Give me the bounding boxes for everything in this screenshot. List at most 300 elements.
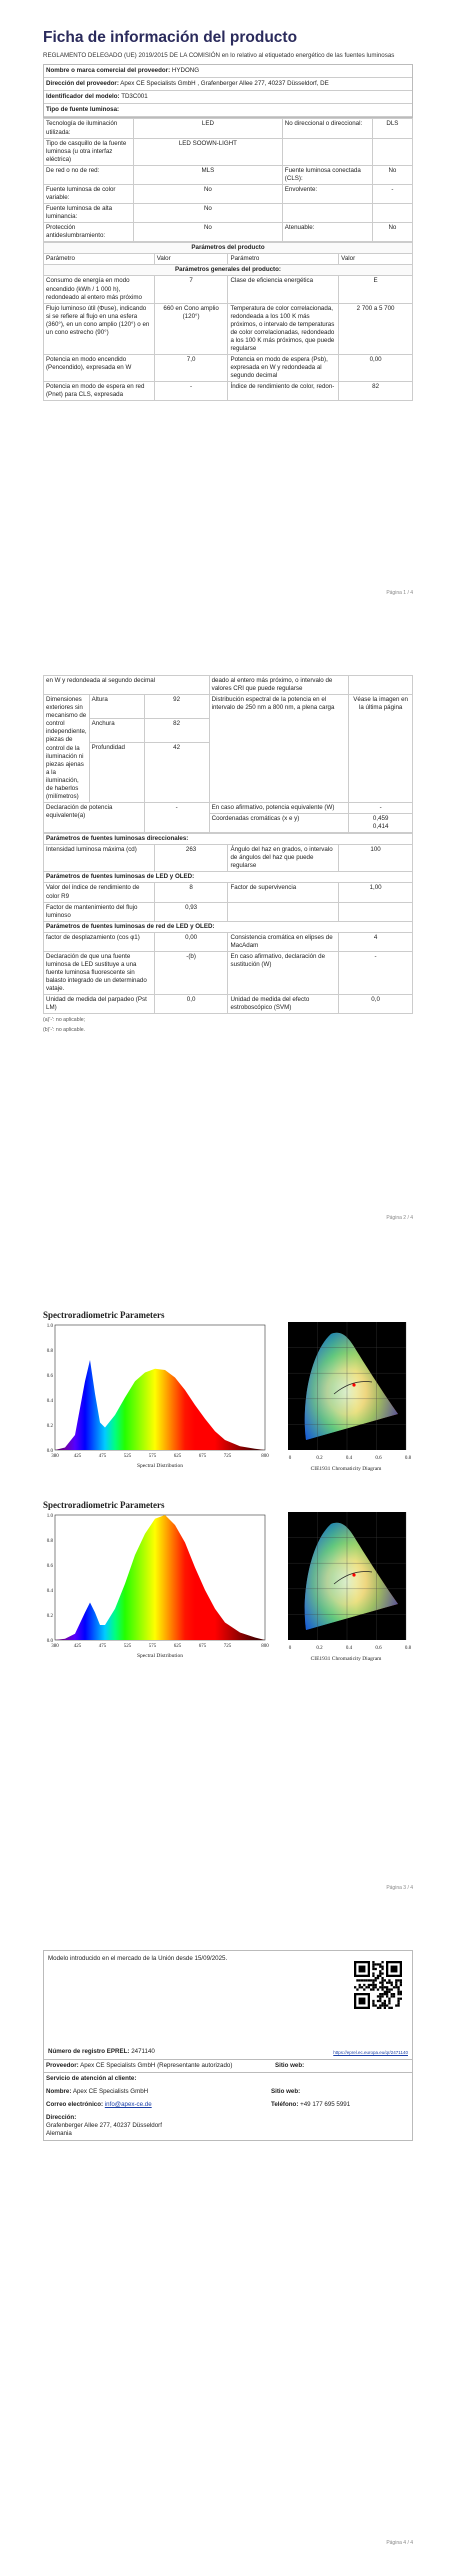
product-params-table: [43, 242, 413, 401]
service-label: Servicio de atención al cliente:: [46, 2075, 137, 2083]
x-tick-label: 380: [51, 1454, 59, 1459]
equiv-value: -: [144, 802, 209, 832]
y-tick-label: 1.0: [46, 1514, 53, 1519]
qr-module: [379, 1993, 381, 1995]
qr-module: [377, 2000, 379, 2002]
eprel-link[interactable]: https://eprel.ec.europa.eu/qr/2471140: [333, 2050, 408, 2056]
dims-name: Altura: [89, 695, 144, 719]
param-value: 0,0: [154, 995, 228, 1014]
x-tick-label: 675: [198, 1454, 207, 1459]
param-name: Flujo luminoso útil (Φuse), indicando si se refiere al flujo en una esfera (360°), en un cono amplio (120°) o en un cono estrecho (90°): [44, 303, 155, 354]
cs-address-label: Dirección:: [46, 2114, 77, 2122]
qr-module: [397, 1979, 399, 1981]
qr-finder-core: [391, 1966, 398, 1973]
param-value: -(b): [154, 951, 228, 994]
qr-module: [368, 1984, 370, 1986]
footnote-b: (b)'-': no aplicable.: [43, 1027, 86, 1034]
light-type-value: [372, 138, 412, 165]
qr-module: [372, 1963, 374, 1965]
x-tick-label: 625: [173, 1454, 182, 1459]
x-tick-label: 675: [198, 1644, 207, 1649]
qr-module: [372, 1982, 374, 1984]
qr-module: [384, 2007, 386, 2009]
qr-module: [379, 1970, 381, 1972]
light-type-value: No: [372, 223, 412, 242]
spectral-label: Distribución espectral de la potencia en el intervalo de 250 nm a 800 nm, a plena carga: [209, 695, 349, 803]
params-continued-table: [43, 675, 413, 833]
param-name: Potencia en modo encendido (Pencendido), expresada en W: [44, 355, 155, 382]
qr-module: [381, 1982, 383, 1984]
qr-module: [356, 1979, 358, 1981]
qr-finder-core: [359, 1998, 366, 2005]
cie-x-tick-label: 0.8: [404, 1646, 411, 1651]
light-type-param: De red o no de red:: [44, 165, 134, 184]
qr-module: [381, 2004, 383, 2006]
qr-module: [368, 1979, 370, 1981]
model-label: Identificador del modelo:: [46, 93, 120, 101]
supplier-address-label: Dirección del proveedor:: [46, 80, 119, 88]
param-header-cell: Valor: [154, 254, 228, 265]
param-name: Temperatura de color correlacionada, redondeada a los 100 K más próximos, o intervalo de temperaturas de color correlacionadas, redondeado a los 100 K más próximos, que puede regularse: [228, 303, 339, 354]
param-value: 660 en Cono amplio (120°): [154, 303, 228, 354]
chromaticity-point: [352, 1383, 355, 1386]
cie-chromaticity-chart: [286, 1322, 411, 1482]
param-continued: deado al entero más próximo, o intervalo de valores CRI que puede regularse: [209, 676, 349, 695]
page-1: [43, 20, 413, 610]
qr-module: [372, 1988, 374, 1990]
y-tick-label: 0.8: [46, 1539, 53, 1544]
param-row: [44, 845, 413, 872]
section-heading: Parámetros de fuentes luminosas de red de LED y OLED:: [44, 921, 413, 932]
param-continued: en W y redondeada al segundo decimal: [44, 676, 210, 695]
x-axis-label: Spectral Distribution: [137, 1463, 183, 1469]
supplier-address: Apex CE Specialists GmbH , Grafenberger Allee 277, 40237 Düsseldorf, DE: [120, 80, 329, 88]
qr-module: [388, 1991, 390, 1993]
cie-x-tick-label: 0.4: [345, 1646, 353, 1651]
footnote-a: (a)'-': no aplicable;: [43, 1017, 86, 1024]
qr-module: [381, 2002, 383, 2004]
param-name: Valor del índice de rendimiento de color R9: [44, 883, 155, 902]
qr-module: [379, 1982, 381, 1984]
qr-module: [393, 1995, 395, 1997]
param-header-cell: Parámetro: [44, 254, 155, 265]
param-header-cell: Parámetro: [228, 254, 339, 265]
qr-module: [386, 1993, 388, 1995]
light-type-param: Fuente luminosa de color variable:: [44, 184, 134, 203]
qr-module: [375, 1968, 377, 1970]
general-param-row: [44, 303, 413, 354]
model-id: TD3C001: [121, 93, 148, 101]
param-value: 2 700 a 5 700: [339, 303, 413, 354]
cie-caption: CIE1931 Chromaticity Diagram: [310, 1466, 382, 1472]
param-value: 0,0: [339, 995, 413, 1014]
qr-module: [379, 1995, 381, 1997]
qr-module: [386, 1982, 388, 1984]
qr-module: [372, 1984, 374, 1986]
qr-module: [395, 1979, 397, 1981]
qr-module: [381, 1988, 383, 1990]
spectral-chart-block: [43, 1310, 413, 1495]
param-name: Clase de eficiencia energética: [228, 276, 339, 303]
qr-module: [391, 1988, 393, 1990]
qr-module: [370, 1984, 372, 1986]
light-type-label: Tipo de fuente luminosa:: [44, 104, 412, 117]
x-tick-label: 525: [123, 1454, 132, 1459]
regulation-text: REGLAMENTO DELEGADO (UE) 2019/2015 DE LA COMISIÓN en lo relativo al etiquetado energético de las fuentes luminosas: [43, 52, 395, 60]
qr-module: [386, 1986, 388, 1988]
general-param-row: [44, 355, 413, 382]
led-params-table: [43, 833, 413, 1014]
param-name: [228, 902, 339, 921]
qr-module: [381, 1977, 383, 1979]
qr-module: [379, 1975, 381, 1977]
qr-module: [379, 1966, 381, 1968]
param-name: Potencia en modo de espera (Psb), expresada en W y redondeada al segundo decimal: [228, 355, 339, 382]
qr-module: [395, 1986, 397, 1988]
qr-module: [377, 1977, 379, 1979]
qr-module: [388, 2000, 390, 2002]
cie-x-tick-label: 0.6: [375, 1646, 382, 1651]
dims-name: Anchura: [89, 719, 144, 743]
qr-module: [359, 1986, 361, 1988]
qr-module: [377, 1988, 379, 1990]
y-tick-label: 0.8: [46, 1349, 53, 1354]
light-type-value: LED: [134, 119, 283, 138]
qr-module: [388, 1979, 390, 1981]
chromaticity-point: [352, 1573, 355, 1576]
market-date: Modelo introducido en el mercado de la Unión desde 15/09/2025.: [48, 1955, 228, 1962]
spectral-distribution-chart: [43, 1322, 278, 1472]
cie-x-tick-label: 0.4: [345, 1456, 353, 1461]
provider-row: [43, 2060, 413, 2073]
param-name: Factor de supervivencia: [228, 883, 339, 902]
qr-module: [400, 1982, 402, 1984]
qr-module: [361, 1986, 363, 1988]
charts-area: [43, 1310, 413, 1685]
light-type-param: Tipo de casquillo de la fuente luminosa (u otra interfaz eléctrica): [44, 138, 134, 165]
param-value: 1,00: [339, 883, 413, 902]
cs-address-line: Grafenberger Allee 277, 40237 Düsseldorf: [46, 2122, 162, 2130]
y-tick-label: 0.2: [46, 1424, 53, 1429]
qr-module: [384, 1993, 386, 1995]
y-tick-label: 0.4: [46, 1589, 53, 1594]
param-name: Consumo de energía en modo encendido (kWh / 1 000 h), redondeado al entero más próximo: [44, 276, 155, 303]
qr-module: [388, 2002, 390, 2004]
light-type-param: Fuente luminosa conectada (CLS):: [282, 165, 372, 184]
qr-module: [365, 1979, 367, 1981]
param-row: [44, 883, 413, 902]
qr-module: [397, 2002, 399, 2004]
qr-module: [388, 1982, 390, 1984]
qr-module: [370, 1979, 372, 1981]
param-row: [44, 902, 413, 921]
qr-module: [363, 1988, 365, 1990]
qr-module: [381, 1966, 383, 1968]
section-heading: Parámetros de fuentes luminosas direccionales:: [44, 834, 413, 845]
qr-module: [375, 1986, 377, 1988]
page-number: Página 1 / 4: [386, 590, 413, 596]
param-name: En caso afirmativo, declaración de sustitución (W): [228, 951, 339, 994]
chart-title: Spectroradiometric Parameters: [43, 1500, 165, 1510]
qr-module: [400, 1984, 402, 1986]
qr-module: [379, 1963, 381, 1965]
cie-caption: CIE1931 Chromaticity Diagram: [310, 1656, 382, 1662]
param-value: 4: [339, 932, 413, 951]
equiv-r-value: -: [349, 802, 413, 813]
dims-value: 42: [144, 742, 209, 802]
qr-module: [381, 1986, 383, 1988]
param-value: 7,0: [154, 355, 228, 382]
param-value: 82: [339, 382, 413, 401]
qr-module: [363, 1979, 365, 1981]
qr-module: [372, 1975, 374, 1977]
y-tick-label: 0.0: [46, 1449, 53, 1454]
light-type-value: MLS: [134, 165, 283, 184]
dims-value: 82: [144, 719, 209, 743]
qr-module: [381, 1972, 383, 1974]
light-type-param: Atenuable:: [282, 223, 372, 242]
spectral-value: Véase la imagen en la última página: [349, 695, 413, 803]
param-value: 0,00: [154, 932, 228, 951]
qr-module: [384, 1991, 386, 1993]
param-value: -: [339, 951, 413, 994]
param-value: 100: [339, 845, 413, 872]
qr-module: [384, 1986, 386, 1988]
qr-module: [365, 1986, 367, 1988]
light-type-value: -: [372, 184, 412, 203]
param-name: Ángulo del haz en grados, o intervalo de ángulos del haz que puede regularse: [228, 845, 339, 872]
param-name: Unidad de medida del parpadeo (Pst LM): [44, 995, 155, 1014]
param-name: Potencia en modo de espera en red (Pnet) para CLS, expresada: [44, 382, 155, 401]
spectral-chart-block: [43, 1500, 413, 1685]
x-tick-label: 725: [223, 1644, 232, 1649]
qr-module: [372, 1972, 374, 1974]
param-name: Unidad de medida del efecto estroboscópico (SVM): [228, 995, 339, 1014]
param-name: Consistencia cromática en elipses de MacAdam: [228, 932, 339, 951]
equiv-label: Declaración de potencia equivalente(a): [44, 802, 145, 832]
light-type-row: [44, 165, 413, 184]
qr-module: [370, 1988, 372, 1990]
provider-name: Apex CE Specialists GmbH (Representante autorizado): [80, 2062, 233, 2069]
chroma-value: 0,459 0,414: [349, 814, 413, 833]
qr-module: [381, 1968, 383, 1970]
general-params-heading: Parámetros generales del producto:: [44, 265, 413, 276]
qr-module: [397, 2000, 399, 2002]
param-value: E: [339, 276, 413, 303]
param-value: 0,00: [339, 355, 413, 382]
light-type-value: No: [134, 204, 283, 223]
qr-module: [391, 2007, 393, 2009]
qr-module: [361, 1979, 363, 1981]
light-type-value: No: [134, 184, 283, 203]
qr-module: [395, 1984, 397, 1986]
chart-title: Spectroradiometric Parameters: [43, 1310, 165, 1320]
qr-module: [379, 2000, 381, 2002]
eprel-label: Número de registro EPREL:: [48, 2047, 130, 2055]
qr-code-icon[interactable]: [354, 1961, 402, 2009]
x-tick-label: 425: [73, 1454, 82, 1459]
cs-web-label: Sitio web:: [271, 2088, 301, 2096]
cs-email-link[interactable]: info@apex-ce.de: [104, 2101, 152, 2109]
qr-finder-core: [359, 1966, 366, 1973]
light-type-param: [282, 138, 372, 165]
qr-module: [397, 1993, 399, 1995]
light-type-row: [44, 138, 413, 165]
supplier-name-label: Nombre o marca comercial del proveedor:: [46, 67, 171, 75]
qr-module: [391, 1993, 393, 1995]
eprel-number: 2471140: [131, 2047, 155, 2055]
page-number: Página 4 / 4: [386, 2540, 413, 2546]
cs-address-line: Alemania: [46, 2130, 72, 2138]
cs-phone: +49 177 695 5991: [300, 2101, 351, 2109]
light-type-param: Fuente luminosa de alta luminancia:: [44, 204, 134, 223]
y-tick-label: 1.0: [46, 1324, 53, 1329]
qr-module: [395, 2004, 397, 2006]
param-row: [44, 995, 413, 1014]
spectral-distribution-chart: [43, 1512, 278, 1662]
qr-module: [384, 2004, 386, 2006]
cs-phone-label: Teléfono:: [271, 2101, 299, 2109]
light-type-table: [43, 118, 413, 242]
light-type-value: No: [134, 223, 283, 242]
x-tick-label: 425: [73, 1644, 82, 1649]
light-type-param: [282, 204, 372, 223]
page-2: [43, 675, 413, 1250]
param-continued: [349, 676, 413, 695]
qr-module: [393, 1993, 395, 1995]
qr-module: [384, 1979, 386, 1981]
x-tick-label: 800: [261, 1454, 269, 1459]
chroma-label: Coordenadas cromáticas (x e y): [209, 814, 349, 833]
y-tick-label: 0.2: [46, 1614, 53, 1619]
param-name: Declaración de que una fuente luminosa de LED sustituye a una fuente luminosa fluorescente sin balasto integrado de un determinado vataje.: [44, 951, 155, 994]
light-type-param: Envolvente:: [282, 184, 372, 203]
qr-module: [388, 1988, 390, 1990]
qr-module: [397, 1998, 399, 2000]
equiv-r-label: En caso afirmativo, potencia equivalente (W): [209, 802, 349, 813]
provider-label: Proveedor:: [46, 2062, 79, 2069]
qr-module: [372, 1961, 374, 1963]
qr-module: [375, 2004, 377, 2006]
x-tick-label: 575: [148, 1454, 157, 1459]
dims-value: 92: [144, 695, 209, 719]
qr-module: [372, 2004, 374, 2006]
qr-module: [375, 1979, 377, 1981]
cie-x-tick-label: 0.6: [375, 1456, 382, 1461]
qr-module: [391, 1984, 393, 1986]
light-type-row: [44, 223, 413, 242]
qr-module: [359, 1984, 361, 1986]
light-type-param: Tecnología de iluminación utilizada:: [44, 119, 134, 138]
cie-x-tick-label: 0.2: [316, 1646, 323, 1651]
general-param-row: [44, 276, 413, 303]
product-params-heading: Parámetros del producto: [44, 243, 413, 254]
cs-name-label: Nombre:: [46, 2088, 72, 2096]
param-value: 0,93: [154, 902, 228, 921]
qr-module: [381, 1993, 383, 1995]
x-tick-label: 625: [173, 1644, 182, 1649]
y-tick-label: 0.4: [46, 1399, 53, 1404]
qr-module: [388, 2007, 390, 2009]
cie-x-tick-label: 0.2: [316, 1456, 323, 1461]
qr-module: [377, 2007, 379, 2009]
light-type-param: Protección antideslumbramiento:: [44, 223, 134, 242]
service-box: [43, 2073, 413, 2141]
qr-module: [375, 1963, 377, 1965]
cs-email-label: Correo electrónico:: [46, 2101, 104, 2109]
qr-module: [395, 1982, 397, 1984]
qr-module: [386, 1995, 388, 1997]
param-header-cell: Valor: [339, 254, 413, 265]
page-number: Página 3 / 4: [386, 1885, 413, 1891]
qr-module: [393, 1986, 395, 1988]
x-tick-label: 575: [148, 1644, 157, 1649]
y-tick-label: 0.6: [46, 1374, 53, 1379]
page-number: Página 2 / 4: [386, 1215, 413, 1221]
light-type-row: [44, 119, 413, 138]
qr-module: [386, 2004, 388, 2006]
qr-module: [381, 1979, 383, 1981]
qr-module: [381, 1961, 383, 1963]
qr-module: [356, 1988, 358, 1990]
general-param-row: [44, 382, 413, 401]
qr-module: [359, 1979, 361, 1981]
param-value: -: [154, 382, 228, 401]
section-heading-row: [44, 834, 413, 845]
param-row: [44, 951, 413, 994]
qr-module: [372, 1968, 374, 1970]
param-value: 7: [154, 276, 228, 303]
param-row: [44, 932, 413, 951]
section-heading: Parámetros de fuentes luminosas de LED y OLED:: [44, 872, 413, 883]
qr-module: [379, 1986, 381, 1988]
x-axis-label: Spectral Distribution: [137, 1653, 183, 1659]
qr-module: [372, 2000, 374, 2002]
qr-module: [397, 1988, 399, 1990]
qr-module: [400, 1998, 402, 2000]
x-tick-label: 800: [261, 1644, 269, 1649]
qr-module: [400, 1979, 402, 1981]
website-label: Sitio web:: [275, 2062, 305, 2069]
light-type-value: DLS: [372, 119, 412, 138]
param-name: factor de desplazamiento (cos φ1): [44, 932, 155, 951]
light-type-value: [372, 204, 412, 223]
qr-module: [400, 1993, 402, 1995]
x-tick-label: 380: [51, 1644, 59, 1649]
section-heading-row: [44, 921, 413, 932]
light-type-row: [44, 204, 413, 223]
qr-module: [377, 1975, 379, 1977]
param-value: [339, 902, 413, 921]
qr-module: [372, 1966, 374, 1968]
light-type-param: No direccional o direccional:: [282, 119, 372, 138]
qr-module: [381, 1995, 383, 1997]
cs-name: Apex CE Specialists GmbH: [72, 2088, 149, 2096]
page-3: [43, 1310, 413, 1910]
y-tick-label: 0.0: [46, 1639, 53, 1644]
qr-module: [379, 2004, 381, 2006]
page-title: Ficha de información del producto: [43, 29, 298, 46]
qr-module: [368, 1986, 370, 1988]
page-4: [43, 1950, 413, 2550]
cie-x-tick-label: 0: [288, 1456, 292, 1461]
cie-chromaticity-chart: [286, 1512, 411, 1672]
qr-module: [375, 1984, 377, 1986]
qr-module: [379, 1998, 381, 2000]
param-name: Intensidad luminosa máxima (cd): [44, 845, 155, 872]
section-heading-row: [44, 872, 413, 883]
light-type-row: [44, 184, 413, 203]
